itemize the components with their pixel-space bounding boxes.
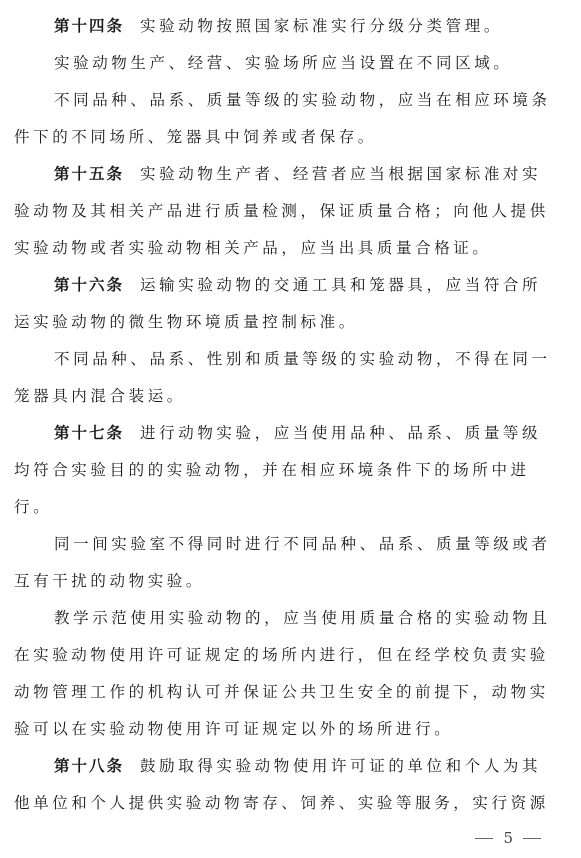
paragraph [14,45,569,82]
text-line [14,526,569,563]
line-text: 不同品种、品系、性别和质量等级的实验动物，不得在同一 [54,350,551,368]
text-line [14,748,569,785]
paragraph [14,526,569,600]
page-number-group [475,829,541,847]
article-paragraph [14,267,569,341]
page-footer [0,826,581,850]
line-text: 行。 [14,498,53,516]
document-page [14,8,569,822]
page-number: 5 [503,829,513,847]
text-line [14,674,569,711]
line-text: 实验动物生产、经营、实验场所应当设置在不同区域。 [54,54,513,72]
text-line [14,8,569,45]
text-line [14,415,569,452]
line-text: 不同品种、品系、质量等级的实验动物，应当在相应环境条 [54,91,551,109]
line-text: 在实验动物使用许可证规定的场所内进行，但在经学校负责实验 [14,646,549,664]
left-dash [475,838,493,839]
text-line [14,304,569,341]
article-paragraph [14,748,569,822]
line-text: 实验动物生产者、经营者应当根据国家标准对实 [140,165,542,183]
text-line [14,711,569,748]
text-line [14,267,569,304]
paragraph [14,341,569,415]
article-paragraph [14,8,569,45]
text-line [14,489,569,526]
article-number: 第十六条 [54,276,125,294]
line-text: 件下的不同场所、笼器具中饲养或者保存。 [14,128,377,146]
line-text: 他单位和个人提供实验动物寄存、饲养、实验等服务，实行资源 [14,794,549,812]
line-text: 运输实验动物的交通工具和笼器具，应当符合所 [140,276,542,294]
paragraph [14,82,569,156]
line-text: 笼器具内混合装运。 [14,387,186,405]
article-number: 第十五条 [54,165,125,183]
text-line [14,156,569,193]
text-line [14,600,569,637]
line-text: 进行动物实验，应当使用品种、品系、质量等级 [140,424,542,442]
text-line [14,637,569,674]
article-paragraph [14,415,569,526]
paragraph [14,600,569,748]
line-text: 实验动物或者实验动物相关产品，应当出具质量合格证。 [14,239,492,257]
text-line [14,82,569,119]
text-line [14,341,569,378]
article-number: 第十八条 [54,757,125,775]
line-text: 运实验动物的微生物环境质量控制标准。 [14,313,358,331]
line-text: 互有干扰的动物实验。 [14,572,206,590]
line-text: 同一间实验室不得同时进行不同品种、品系、质量等级或者 [54,535,551,553]
article-paragraph [14,156,569,267]
text-line [14,785,569,822]
line-text: 验可以在实验动物使用许可证规定以外的场所进行。 [14,720,454,738]
text-line [14,452,569,489]
text-line [14,563,569,600]
text-line [14,45,569,82]
line-text: 教学示范使用实验动物的，应当使用质量合格的实验动物且 [54,609,551,627]
line-text: 实验动物按照国家标准实行分级分类管理。 [140,17,503,35]
document-body [14,8,569,822]
text-line [14,378,569,415]
text-line [14,230,569,267]
line-text: 鼓励取得实验动物使用许可证的单位和个人为其 [140,757,542,775]
article-number: 第十七条 [54,424,125,442]
text-line [14,193,569,230]
text-line [14,119,569,156]
line-text: 均符合实验目的的实验动物，并在相应环境条件下的场所中进 [14,461,530,479]
right-dash [523,838,541,839]
line-text: 动物管理工作的机构认可并保证公共卫生安全的前提下，动物实 [14,683,549,701]
article-number: 第十四条 [54,17,125,35]
line-text: 验动物及其相关产品进行质量检测，保证质量合格；向他人提供 [14,202,549,220]
